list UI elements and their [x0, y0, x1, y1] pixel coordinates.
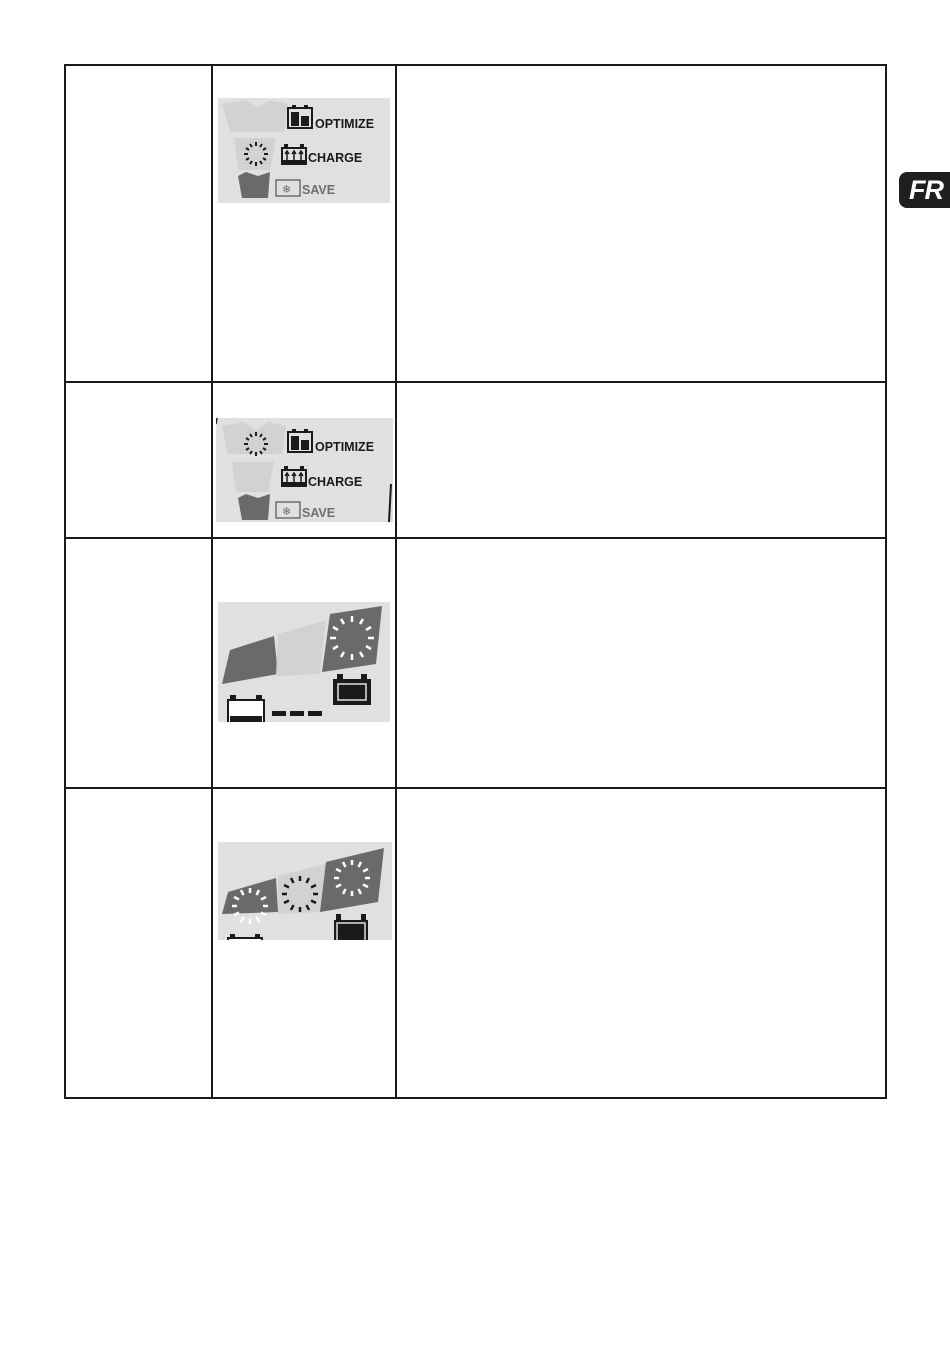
empty-battery-icon	[228, 934, 262, 940]
save-label: SAVE	[302, 183, 336, 197]
mode-display-panel	[216, 418, 393, 522]
display-cell	[212, 538, 396, 788]
optimize-label: OPTIMIZE	[315, 117, 375, 131]
empty-battery-icon	[228, 695, 264, 722]
step-cell	[65, 538, 212, 788]
description-cell	[396, 788, 886, 1098]
progress-dashes-icon	[272, 711, 322, 716]
mode-display-panel	[218, 98, 390, 203]
full-battery-icon	[334, 914, 368, 940]
step-cell	[65, 382, 212, 538]
save-label: SAVE	[302, 506, 336, 520]
svg-text:❄: ❄	[282, 183, 292, 196]
display-cell	[212, 65, 396, 382]
description-cell	[396, 538, 886, 788]
description-cell	[396, 382, 886, 538]
description-cell	[396, 65, 886, 382]
optimize-label: OPTIMIZE	[315, 440, 375, 454]
table-row	[65, 788, 886, 1098]
full-battery-icon	[334, 674, 370, 704]
optimize-battery-icon	[288, 429, 312, 452]
svg-text:❄: ❄	[282, 505, 292, 518]
charge-label: CHARGE	[308, 475, 363, 489]
charge-battery-icon	[282, 466, 306, 486]
charge-label: CHARGE	[308, 151, 363, 165]
display-cell	[212, 382, 396, 538]
charge-level-display-panel	[218, 842, 392, 940]
optimize-battery-icon	[288, 105, 312, 128]
save-battery-icon	[276, 180, 300, 196]
display-cell	[212, 788, 396, 1098]
table-row	[65, 538, 886, 788]
step-cell	[65, 65, 212, 382]
language-tab-label: FR	[909, 175, 943, 205]
charge-battery-icon	[282, 144, 306, 164]
language-tab	[899, 172, 950, 208]
charge-level-display-panel	[218, 602, 390, 722]
table-row	[65, 382, 886, 538]
table-row	[65, 65, 886, 382]
status-table	[64, 64, 887, 1099]
save-battery-icon	[276, 502, 300, 518]
step-cell	[65, 788, 212, 1098]
